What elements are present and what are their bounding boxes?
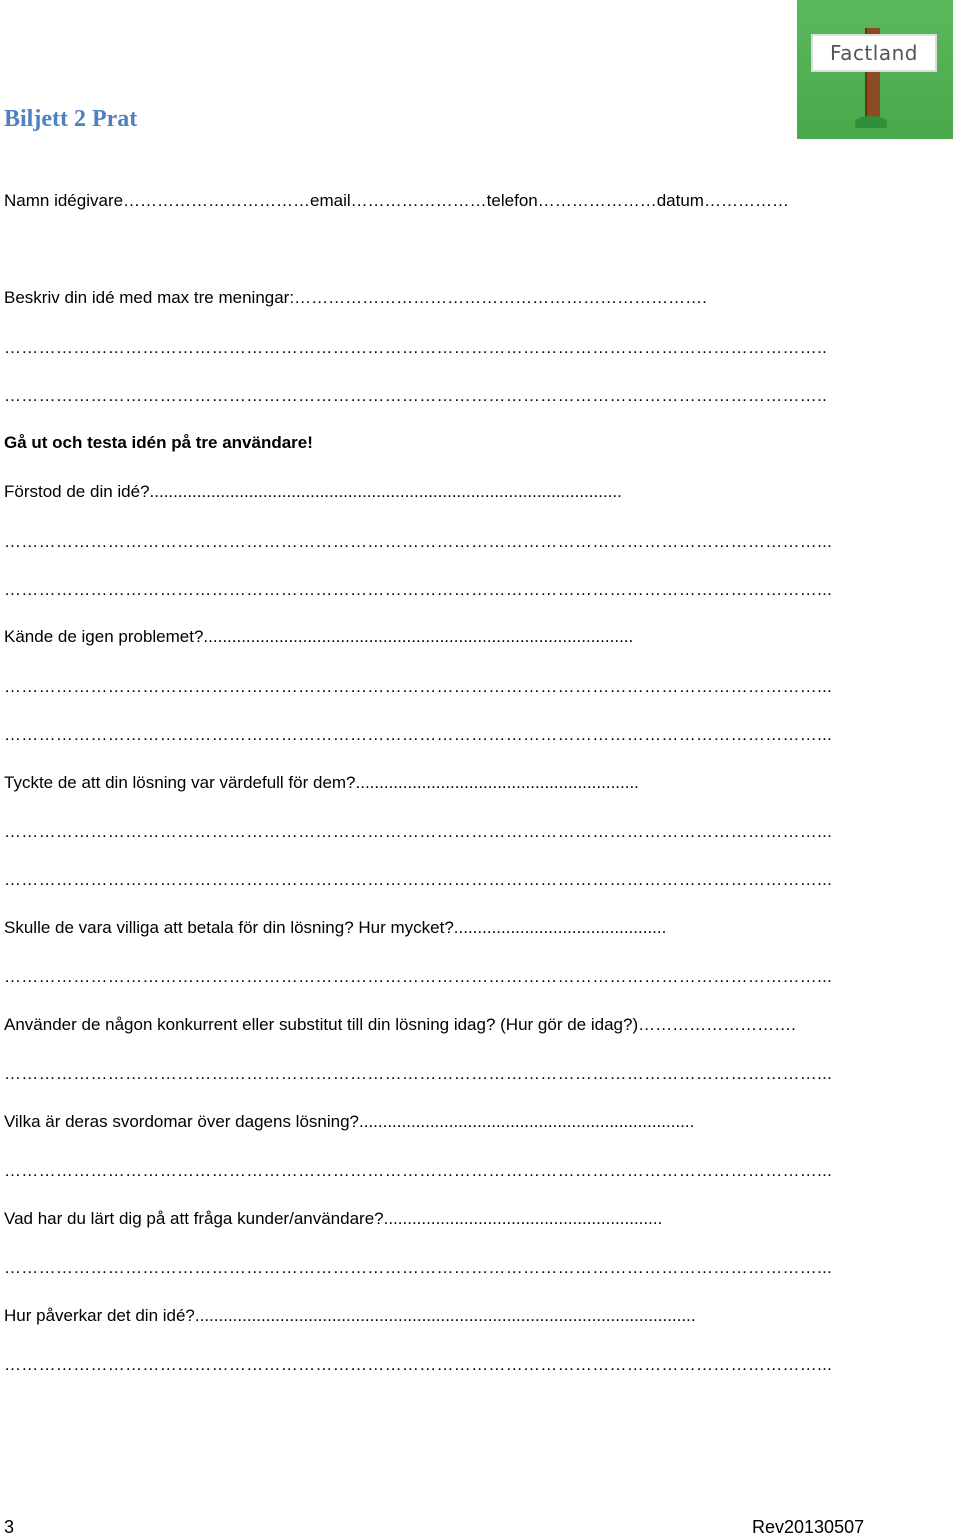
page-title: Biljett 2 Prat [4, 106, 138, 132]
problem-fill-line: ……………………………………………………………………………………………………………………………... [4, 677, 833, 696]
impact-question: Hur påverkar det din idé?.......................................................................................................... [4, 1306, 696, 1325]
pay-question: Skulle de vara villiga att betala för din lösning? Hur mycket?............................................. [4, 918, 667, 937]
pains-fill-line: ……………………………………………………………………………………………………………………………... [4, 1161, 833, 1180]
problem-question: Kände de igen problemet?........................................................................................... [4, 627, 634, 646]
describe-fill-line: …………………………………………………………………………………………………………………………….. [4, 338, 828, 357]
factland-logo [797, 0, 953, 139]
test-heading: Gå ut och testa idén på tre användare! [4, 433, 313, 452]
learned-fill-line: ……………………………………………………………………………………………………………………………... [4, 1258, 833, 1277]
competitor-fill-line: ……………………………………………………………………………………………………………………………... [4, 1064, 833, 1083]
logo-text: Factland [830, 41, 918, 65]
grass-tuft [855, 116, 887, 128]
understood-question: Förstod de din idé?.................................................................................................... [4, 482, 622, 501]
logo-sign [811, 34, 937, 72]
pains-question: Vilka är deras svordomar över dagens lösning?....................................................................... [4, 1112, 695, 1131]
valuable-question: Tyckte de att din lösning var värdefull för dem?............................................................ [4, 773, 639, 792]
understood-fill-line: ……………………………………………………………………………………………………………………………... [4, 580, 833, 599]
describe-fill-line: …………………………………………………………………………………………………………………………….. [4, 386, 828, 405]
understood-fill-line: ……………………………………………………………………………………………………………………………... [4, 532, 833, 551]
contact-line: Namn idégivare……………………………email……………………telefon…………………datum…………… [4, 191, 789, 210]
learned-question: Vad har du lärt dig på att fråga kunder/användare?........................................................... [4, 1209, 663, 1228]
page-number: 3 [4, 1517, 15, 1537]
impact-fill-line: ……………………………………………………………………………………………………………………………... [4, 1355, 833, 1374]
problem-fill-line: ……………………………………………………………………………………………………………………………... [4, 725, 833, 744]
valuable-fill-line: ……………………………………………………………………………………………………………………………... [4, 822, 833, 841]
revision-label: Rev20130507 [752, 1517, 865, 1537]
describe-idea-prompt: Beskriv din idé med max tre meningar:………………………………………………………………. [4, 288, 707, 307]
valuable-fill-line: ……………………………………………………………………………………………………………………………... [4, 870, 833, 889]
competitor-question: Använder de någon konkurrent eller substitut till din lösning idag? (Hur gör de idag?)………………………. [4, 1015, 796, 1034]
pay-fill-line: ……………………………………………………………………………………………………………………………... [4, 967, 833, 986]
